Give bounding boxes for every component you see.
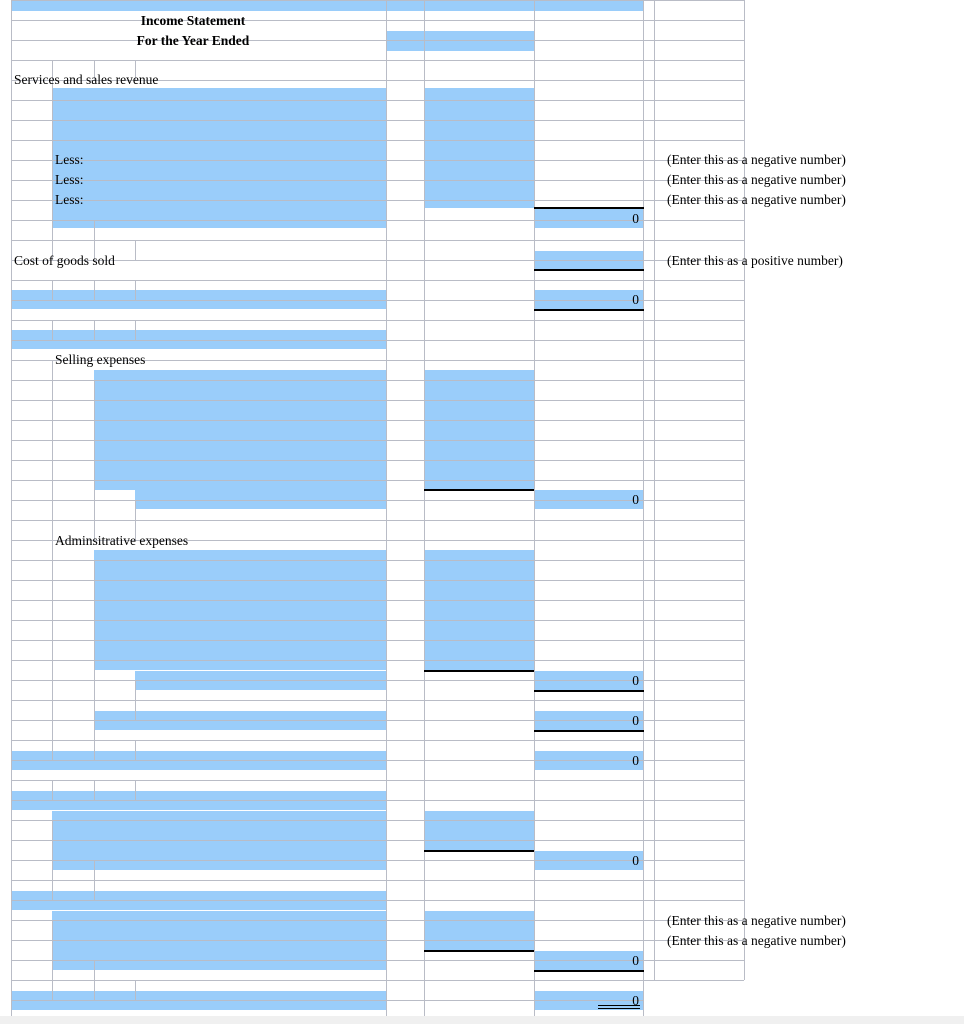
- gridline-horizontal: [643, 880, 744, 881]
- gridline-horizontal: [11, 240, 643, 241]
- hint-negative-tax-2: (Enter this as a negative number): [667, 933, 846, 948]
- gridline-horizontal: [11, 200, 643, 201]
- gridline-horizontal: [11, 0, 643, 1]
- gridline-horizontal: [643, 280, 744, 281]
- hint-negative-3: (Enter this as a negative number): [667, 192, 846, 207]
- gridline-horizontal: [643, 380, 744, 381]
- gridline-vertical: [52, 700, 53, 720]
- label-selling-expenses: Selling expenses: [55, 352, 146, 367]
- gridline-horizontal: [11, 780, 643, 781]
- gridline-horizontal: [643, 640, 744, 641]
- gridline-horizontal: [11, 320, 643, 321]
- gridline-horizontal: [643, 460, 744, 461]
- gridline-horizontal: [11, 840, 643, 841]
- gridline-vertical: [94, 440, 95, 460]
- value-income-from-operations: 0: [632, 753, 639, 768]
- value-admin-expenses-total: 0: [632, 673, 639, 688]
- gridline-horizontal: [11, 640, 643, 641]
- gridline-horizontal: [11, 140, 643, 141]
- gridline-vertical: [94, 680, 95, 700]
- rule-above-admin-total: [424, 670, 534, 672]
- gridline-vertical: [52, 180, 53, 200]
- gridline-vertical: [94, 580, 95, 600]
- gridline-vertical: [135, 680, 136, 700]
- page-title: Income Statement: [140, 13, 246, 28]
- gridline-horizontal: [11, 440, 643, 441]
- gridline-vertical: [94, 220, 95, 240]
- gridline-vertical: [135, 280, 136, 300]
- gridline-horizontal: [643, 800, 744, 801]
- gridline-vertical: [52, 920, 53, 940]
- gridline-vertical: [52, 540, 53, 560]
- gridline-vertical: [94, 320, 95, 340]
- gridline-horizontal: [643, 220, 744, 221]
- gridline-horizontal: [643, 840, 744, 841]
- label-less-1: Less:: [55, 152, 84, 167]
- gridline-horizontal: [643, 720, 744, 721]
- gridline-horizontal: [11, 340, 643, 341]
- gridline-horizontal: [643, 100, 744, 101]
- gridline-horizontal: [11, 600, 643, 601]
- input-taxes-amount-block[interactable]: [424, 911, 534, 951]
- gridline-horizontal: [643, 300, 744, 301]
- rule-above-selling-total: [424, 489, 534, 491]
- gridline-horizontal: [643, 860, 744, 861]
- hint-negative-2: (Enter this as a negative number): [667, 172, 846, 187]
- gridline-horizontal: [643, 700, 744, 701]
- value-other-items-total: 0: [632, 853, 639, 868]
- input-other-amount-block[interactable]: [424, 811, 534, 851]
- gridline-horizontal: [643, 900, 744, 901]
- input-revenue-detail-block[interactable]: [52, 88, 386, 228]
- gridline-vertical: [94, 600, 95, 620]
- gridline-vertical: [52, 280, 53, 300]
- gridline-vertical: [94, 460, 95, 480]
- gridline-vertical: [94, 500, 95, 520]
- gridline-vertical: [94, 420, 95, 440]
- gridline-horizontal: [643, 820, 744, 821]
- gridline-vertical: [52, 220, 53, 240]
- value-net-revenue-total: 0: [632, 211, 639, 226]
- gridline-horizontal: [643, 80, 744, 81]
- gridline-horizontal: [643, 520, 744, 521]
- gridline-vertical: [52, 860, 53, 880]
- rule-below-cogs: [534, 269, 644, 271]
- gridline-vertical: [94, 640, 95, 660]
- gridline-horizontal: [643, 0, 744, 1]
- gridline-vertical: [52, 740, 53, 760]
- hint-positive-cogs: (Enter this as a positive number): [667, 253, 843, 268]
- gridline-vertical: [52, 600, 53, 620]
- gridline-horizontal: [11, 160, 643, 161]
- value-total-operating-expenses: 0: [632, 713, 639, 728]
- gridline-horizontal: [11, 900, 643, 901]
- gridline-horizontal: [643, 340, 744, 341]
- gridline-horizontal: [643, 960, 744, 961]
- gridline-vertical: [52, 580, 53, 600]
- rule-above-other-total: [424, 850, 534, 852]
- gridline-horizontal: [11, 880, 643, 881]
- gridline-horizontal: [643, 420, 744, 421]
- hint-negative-1: (Enter this as a negative number): [667, 152, 846, 167]
- gridline-vertical: [11, 0, 12, 1020]
- gridline-horizontal: [11, 580, 643, 581]
- gridline-horizontal: [11, 940, 643, 941]
- gridline-horizontal: [643, 740, 744, 741]
- gridline-horizontal: [643, 500, 744, 501]
- gridline-vertical: [94, 740, 95, 760]
- gridline-vertical: [94, 400, 95, 420]
- gridline-horizontal: [643, 680, 744, 681]
- gridline-vertical: [94, 620, 95, 640]
- gridline-vertical: [52, 460, 53, 480]
- label-less-3: Less:: [55, 192, 84, 207]
- gridline-vertical: [135, 240, 136, 260]
- value-gross-profit-total: 0: [632, 292, 639, 307]
- gridline-vertical: [94, 880, 95, 900]
- gridline-vertical: [94, 280, 95, 300]
- gridline-horizontal: [11, 560, 643, 561]
- gridline-vertical: [52, 160, 53, 180]
- rule-above-taxes-total: [424, 950, 534, 952]
- page-subtitle: For the Year Ended: [136, 33, 250, 48]
- gridline-horizontal: [11, 820, 643, 821]
- gridline-horizontal: [11, 400, 643, 401]
- gridline-vertical: [52, 500, 53, 520]
- gridline-horizontal: [11, 480, 643, 481]
- gridline-horizontal: [643, 560, 744, 561]
- gridline-vertical: [135, 500, 136, 520]
- gridline-vertical: [94, 720, 95, 740]
- gridline-vertical: [52, 120, 53, 140]
- value-income-before-taxes: 0: [632, 953, 639, 968]
- gridline-horizontal: [643, 760, 744, 761]
- gridline-horizontal: [11, 700, 643, 701]
- gridline-horizontal: [11, 520, 643, 521]
- gridline-vertical: [94, 960, 95, 980]
- gridline-vertical: [424, 0, 425, 1020]
- gridline-horizontal: [643, 980, 744, 981]
- gridline-vertical: [94, 480, 95, 500]
- gridline-horizontal: [643, 120, 744, 121]
- input-selling-amount-block[interactable]: [424, 370, 534, 490]
- gridline-vertical: [52, 200, 53, 220]
- gridline-horizontal: [643, 780, 744, 781]
- gridline-vertical: [94, 380, 95, 400]
- gridline-vertical: [52, 420, 53, 440]
- input-company-name-banner[interactable]: [11, 0, 643, 11]
- label-cost-of-goods-sold: Cost of goods sold: [14, 253, 115, 268]
- gridline-vertical: [52, 140, 53, 160]
- gridline-vertical: [135, 740, 136, 760]
- value-net-income: 0: [632, 993, 639, 1008]
- gridline-vertical: [52, 720, 53, 740]
- gridline-vertical: [52, 360, 53, 380]
- gridline-horizontal: [643, 360, 744, 361]
- gridline-vertical: [52, 980, 53, 1000]
- gridline-vertical: [94, 780, 95, 800]
- gridline-horizontal: [11, 740, 643, 741]
- gridline-vertical: [135, 780, 136, 800]
- input-revenue-amount-block[interactable]: [424, 88, 534, 208]
- gridline-horizontal: [11, 420, 643, 421]
- value-selling-expenses-total: 0: [632, 492, 639, 507]
- gridline-vertical: [52, 320, 53, 340]
- gridline-horizontal: [643, 20, 744, 21]
- gridline-horizontal: [643, 140, 744, 141]
- gridline-vertical: [52, 660, 53, 680]
- gridline-horizontal: [643, 660, 744, 661]
- gridline-vertical: [94, 560, 95, 580]
- input-admin-amount-block[interactable]: [424, 550, 534, 670]
- gridline-horizontal: [11, 380, 643, 381]
- gridline-horizontal: [643, 480, 744, 481]
- gridline-vertical: [52, 940, 53, 960]
- gridline-vertical: [94, 700, 95, 720]
- gridline-horizontal: [11, 280, 643, 281]
- gridline-vertical: [135, 320, 136, 340]
- gridline-vertical: [52, 960, 53, 980]
- gridline-vertical: [52, 380, 53, 400]
- hint-negative-tax-1: (Enter this as a negative number): [667, 913, 846, 928]
- gridline-vertical: [654, 0, 655, 980]
- gridline-vertical: [94, 860, 95, 880]
- gridline-horizontal: [643, 580, 744, 581]
- gridline-horizontal: [11, 100, 643, 101]
- input-selling-detail-block[interactable]: [94, 370, 386, 490]
- gridline-horizontal: [643, 320, 744, 321]
- gridline-vertical: [135, 980, 136, 1000]
- gridline-horizontal: [643, 400, 744, 401]
- gridline-vertical: [52, 820, 53, 840]
- gridline-horizontal: [11, 980, 643, 981]
- gridline-horizontal: [643, 440, 744, 441]
- label-less-2: Less:: [55, 172, 84, 187]
- gridline-horizontal: [11, 180, 643, 181]
- gridline-vertical: [52, 680, 53, 700]
- gridline-vertical: [52, 620, 53, 640]
- gridline-vertical: [94, 660, 95, 680]
- label-administrative-expenses: Adminsitrative expenses: [55, 533, 189, 548]
- gridline-vertical: [52, 780, 53, 800]
- gridline-horizontal: [643, 40, 744, 41]
- gridline-horizontal: [643, 540, 744, 541]
- gridline-horizontal: [11, 460, 643, 461]
- gridline-vertical: [94, 980, 95, 1000]
- input-year-ended-date[interactable]: [386, 31, 534, 51]
- gridline-horizontal: [11, 60, 643, 61]
- gridline-vertical: [52, 100, 53, 120]
- gridline-horizontal: [643, 600, 744, 601]
- gridline-horizontal: [11, 920, 643, 921]
- input-admin-detail-block[interactable]: [94, 550, 386, 670]
- bottom-scroll-strip[interactable]: [0, 1016, 964, 1024]
- gridline-horizontal: [643, 60, 744, 61]
- gridline-vertical: [386, 0, 387, 1020]
- gridline-horizontal: [11, 660, 643, 661]
- gridline-vertical: [52, 440, 53, 460]
- gridline-vertical: [744, 0, 745, 980]
- gridline-vertical: [643, 0, 644, 1020]
- label-services-and-sales-revenue: Services and sales revenue: [14, 72, 159, 87]
- gridline-horizontal: [643, 240, 744, 241]
- gridline-horizontal: [11, 620, 643, 621]
- gridline-horizontal: [11, 120, 643, 121]
- gridline-horizontal: [643, 620, 744, 621]
- gridline-vertical: [52, 640, 53, 660]
- gridline-vertical: [52, 840, 53, 860]
- gridline-horizontal: [11, 800, 643, 801]
- gridline-vertical: [135, 700, 136, 720]
- gridline-vertical: [52, 520, 53, 540]
- gridline-vertical: [52, 400, 53, 420]
- gridline-vertical: [52, 480, 53, 500]
- gridline-vertical: [52, 880, 53, 900]
- gridline-vertical: [52, 560, 53, 580]
